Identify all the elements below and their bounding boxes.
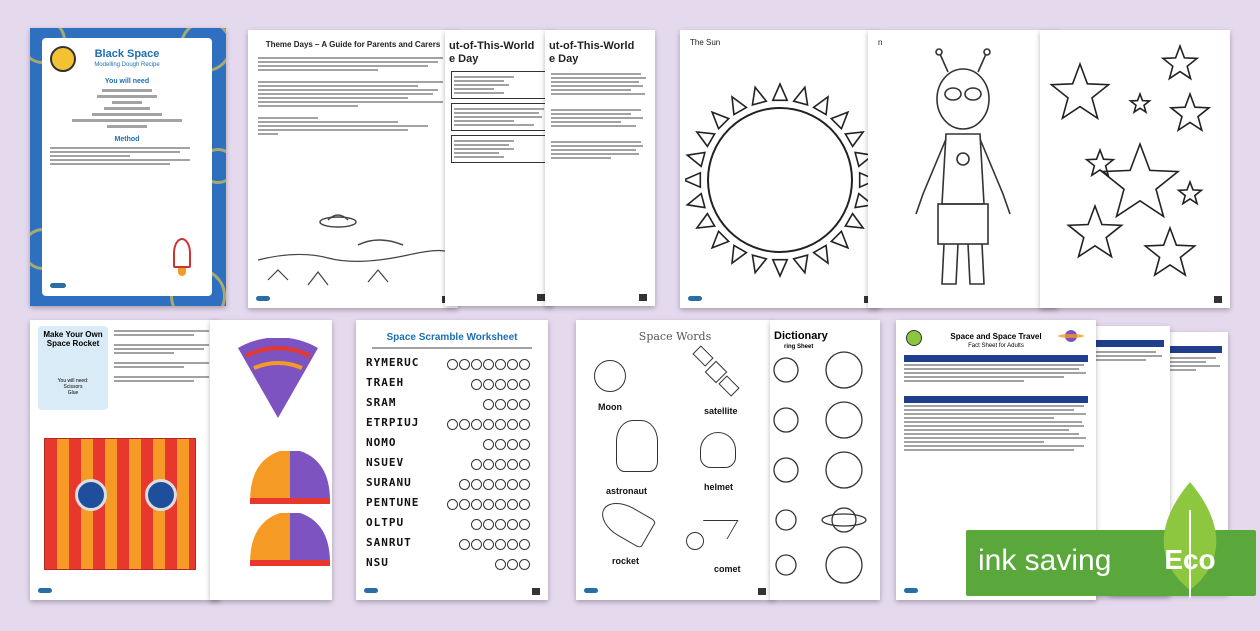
scramble-word-8: OLTPU	[366, 516, 405, 529]
sun-ray	[773, 260, 787, 276]
star-shape	[1131, 94, 1150, 112]
answer-bubbles	[447, 417, 531, 429]
answer-bubble	[483, 519, 494, 530]
sun-ray	[794, 255, 808, 273]
answer-bubble	[471, 419, 482, 430]
resource-page-out-of-this-world-1	[445, 30, 553, 306]
resource-page-rocket-cutouts	[210, 320, 332, 600]
answer-bubbles	[483, 437, 531, 449]
rocket-icon	[172, 238, 192, 272]
sun-ray	[712, 231, 729, 248]
resource-page-slime-recipe	[30, 28, 226, 306]
you-will-need-label: You will need:	[57, 378, 89, 384]
answer-bubble	[519, 499, 530, 510]
scramble-word-5: NSUEV	[366, 456, 405, 469]
word-moon: Moon	[598, 402, 622, 412]
answer-bubble	[483, 459, 494, 470]
theme-days-title: Theme Days – A Guide for Parents and Carers	[265, 40, 441, 49]
answer-bubble	[495, 459, 506, 470]
answer-bubble	[483, 479, 494, 490]
sun-ray	[687, 152, 705, 166]
scissors-label: Scissors	[63, 384, 83, 390]
alien-colouring-illustration	[868, 44, 1058, 304]
answer-bubble	[495, 419, 506, 430]
alien-title: n	[878, 38, 883, 47]
answer-bubble	[447, 499, 458, 510]
answer-bubble	[483, 539, 494, 550]
eco-tag-label: Eco	[1164, 544, 1216, 575]
answer-bubble	[495, 479, 506, 490]
sun-ray	[697, 214, 715, 228]
answer-bubble	[483, 419, 494, 430]
scramble-word-4: NOMO	[366, 436, 397, 449]
answer-bubble	[447, 359, 458, 370]
answer-bubble	[519, 379, 530, 390]
answer-bubble	[483, 359, 494, 370]
answer-bubble	[519, 359, 530, 370]
alien-window-icon	[75, 479, 107, 511]
word-helmet: helmet	[704, 482, 734, 492]
sun-ray	[831, 231, 848, 248]
answer-bubble	[519, 559, 530, 570]
answer-bubble	[519, 539, 530, 550]
answer-bubble	[507, 459, 518, 470]
star-shape	[1068, 206, 1121, 257]
glue-label: Glue	[67, 390, 79, 396]
sun-disc	[708, 108, 852, 252]
answer-bubble	[507, 519, 518, 530]
scramble-word-0: RYMERUC	[366, 356, 420, 369]
answer-bubbles	[459, 537, 531, 549]
sun-ray	[697, 132, 715, 146]
answer-bubble	[507, 479, 518, 490]
saturn-icon	[1058, 330, 1084, 344]
dictionary-subtitle: ring Sheet	[784, 344, 814, 350]
page4-title-line2: e Day	[549, 53, 579, 65]
scramble-word-10: NSU	[366, 556, 389, 569]
sun-ray	[732, 97, 746, 115]
answer-bubble	[495, 359, 506, 370]
answer-bubbles	[471, 457, 531, 469]
star-shape	[1163, 46, 1197, 79]
scramble-word-6: SURANU	[366, 476, 412, 489]
answer-bubble	[459, 359, 470, 370]
sun-ray	[687, 194, 705, 208]
sun-title: The Sun	[690, 38, 721, 47]
sun-ray	[794, 87, 808, 105]
resource-page-make-rocket	[30, 320, 220, 600]
comet-icon	[686, 516, 734, 550]
scramble-word-9: SANRUT	[366, 536, 412, 549]
answer-bubble	[507, 399, 518, 410]
rocket-icon-outline	[595, 495, 656, 549]
star-shape	[1102, 144, 1178, 216]
answer-bubble	[459, 499, 470, 510]
sun-ray	[685, 173, 700, 187]
planets-illustration	[770, 350, 880, 590]
rocket-fin-cutout-1	[240, 446, 332, 506]
rocket-cone-cutout	[218, 338, 332, 428]
resource-page-theme-days	[248, 30, 458, 308]
answer-bubble	[483, 499, 494, 510]
answer-bubble	[471, 379, 482, 390]
answer-bubble	[471, 479, 482, 490]
answer-bubble	[483, 439, 494, 450]
sun-ray	[845, 214, 863, 228]
sun-ray	[845, 132, 863, 146]
answer-bubble	[519, 399, 530, 410]
answer-bubble	[459, 419, 470, 430]
sun-ray	[814, 97, 828, 115]
answer-bubble	[519, 479, 530, 490]
word-satellite: satellite	[704, 406, 738, 416]
space-words-title: Space Words	[638, 330, 712, 343]
slime-title: Black Space	[94, 48, 160, 60]
answer-bubble	[459, 539, 470, 550]
scramble-word-3: ETRPIUJ	[366, 416, 420, 429]
answer-bubble	[507, 439, 518, 450]
answer-bubble	[519, 519, 530, 530]
alien-window-icon-2	[145, 479, 177, 511]
answer-bubble	[495, 559, 506, 570]
eco-leaf-icon	[1152, 480, 1228, 600]
answer-bubbles	[471, 377, 531, 389]
moon-icon	[594, 360, 626, 392]
answer-bubbles	[483, 397, 531, 409]
page3-title-line1: ut-of-This-World	[449, 40, 535, 52]
answer-bubble	[495, 399, 506, 410]
answer-bubble	[507, 359, 518, 370]
answer-bubble	[495, 499, 506, 510]
travel-title: Space and Space Travel	[950, 332, 1042, 341]
answer-bubble	[507, 539, 518, 550]
sun-ray	[752, 87, 766, 105]
answer-bubble	[471, 459, 482, 470]
astronaut-icon	[616, 420, 658, 472]
slime-method-heading: Method	[114, 136, 140, 143]
word-astronaut: astronaut	[606, 486, 648, 496]
answer-bubble	[471, 519, 482, 530]
answer-bubble	[495, 379, 506, 390]
answer-bubble	[507, 499, 518, 510]
star-shape	[1171, 94, 1209, 130]
resource-page-space-words	[576, 320, 774, 600]
answer-bubble	[471, 359, 482, 370]
resource-page-space-scramble	[356, 320, 548, 600]
resource-page-out-of-this-world-2	[545, 30, 655, 306]
resource-page-the-sun	[680, 30, 880, 308]
stars-colouring-illustration	[1040, 34, 1230, 304]
rocket-fin-cutout-2	[240, 508, 332, 568]
answer-bubble	[471, 539, 482, 550]
answer-bubble	[519, 439, 530, 450]
resource-page-stars	[1040, 30, 1230, 308]
sun-ray	[814, 245, 828, 263]
answer-bubble	[483, 399, 494, 410]
resource-page-dictionary	[770, 320, 880, 600]
answer-bubble	[507, 559, 518, 570]
sun-ray	[712, 112, 729, 129]
dictionary-title: Dictionary	[774, 330, 828, 342]
answer-bubble	[507, 419, 518, 430]
word-rocket: rocket	[612, 556, 640, 566]
helmet-icon	[700, 432, 736, 468]
page4-title-line1: ut-of-This-World	[549, 40, 635, 52]
answer-bubble	[459, 479, 470, 490]
sun-colouring-illustration	[685, 80, 875, 290]
answer-bubbles	[471, 517, 531, 529]
scramble-word-7: PENTUNE	[366, 496, 420, 509]
rocket-title-line2: Space Rocket	[46, 339, 100, 348]
ink-saving-eco-badge	[966, 530, 1256, 596]
answer-bubbles	[459, 477, 531, 489]
answer-bubble	[495, 519, 506, 530]
slime-need-heading: You will need	[104, 78, 150, 85]
answer-bubble	[507, 379, 518, 390]
rocket-title-line1: Make Your Own	[43, 330, 103, 339]
logo-icon	[50, 283, 66, 288]
rocket-title-box	[38, 326, 108, 410]
answer-bubbles	[447, 497, 531, 509]
answer-bubble	[495, 539, 506, 550]
scramble-word-2: SRAM	[366, 396, 397, 409]
planet-badge-icon	[906, 330, 922, 346]
alien-sticker-icon	[50, 46, 76, 72]
sun-ray	[831, 112, 848, 129]
scramble-title: Space Scramble Worksheet	[386, 332, 518, 343]
answer-bubble	[447, 419, 458, 430]
word-comet: comet	[714, 564, 741, 574]
resource-page-alien	[868, 30, 1058, 308]
travel-subtitle: Fact Sheet for Adults	[968, 343, 1024, 349]
star-shape	[1179, 182, 1202, 204]
answer-bubble	[519, 459, 530, 470]
slime-subtitle: Modelling Dough Recipe	[94, 62, 160, 68]
answer-bubble	[483, 379, 494, 390]
page3-title-line2: e Day	[449, 53, 479, 65]
answer-bubble	[519, 419, 530, 430]
answer-bubble	[471, 499, 482, 510]
answer-bubbles	[495, 557, 531, 569]
scramble-word-1: TRAEH	[366, 376, 405, 389]
ufo-landscape-illustration	[258, 200, 448, 290]
star-shape	[1145, 228, 1194, 275]
sun-ray	[752, 255, 766, 273]
ink-saving-label: ink saving	[978, 544, 1112, 577]
rocket-body-cutout	[44, 438, 196, 570]
star-shape	[1052, 64, 1109, 118]
sun-ray	[732, 245, 746, 263]
answer-bubble	[495, 439, 506, 450]
answer-bubbles	[447, 357, 531, 369]
sun-ray	[773, 84, 787, 100]
satellite-icon	[694, 350, 738, 394]
